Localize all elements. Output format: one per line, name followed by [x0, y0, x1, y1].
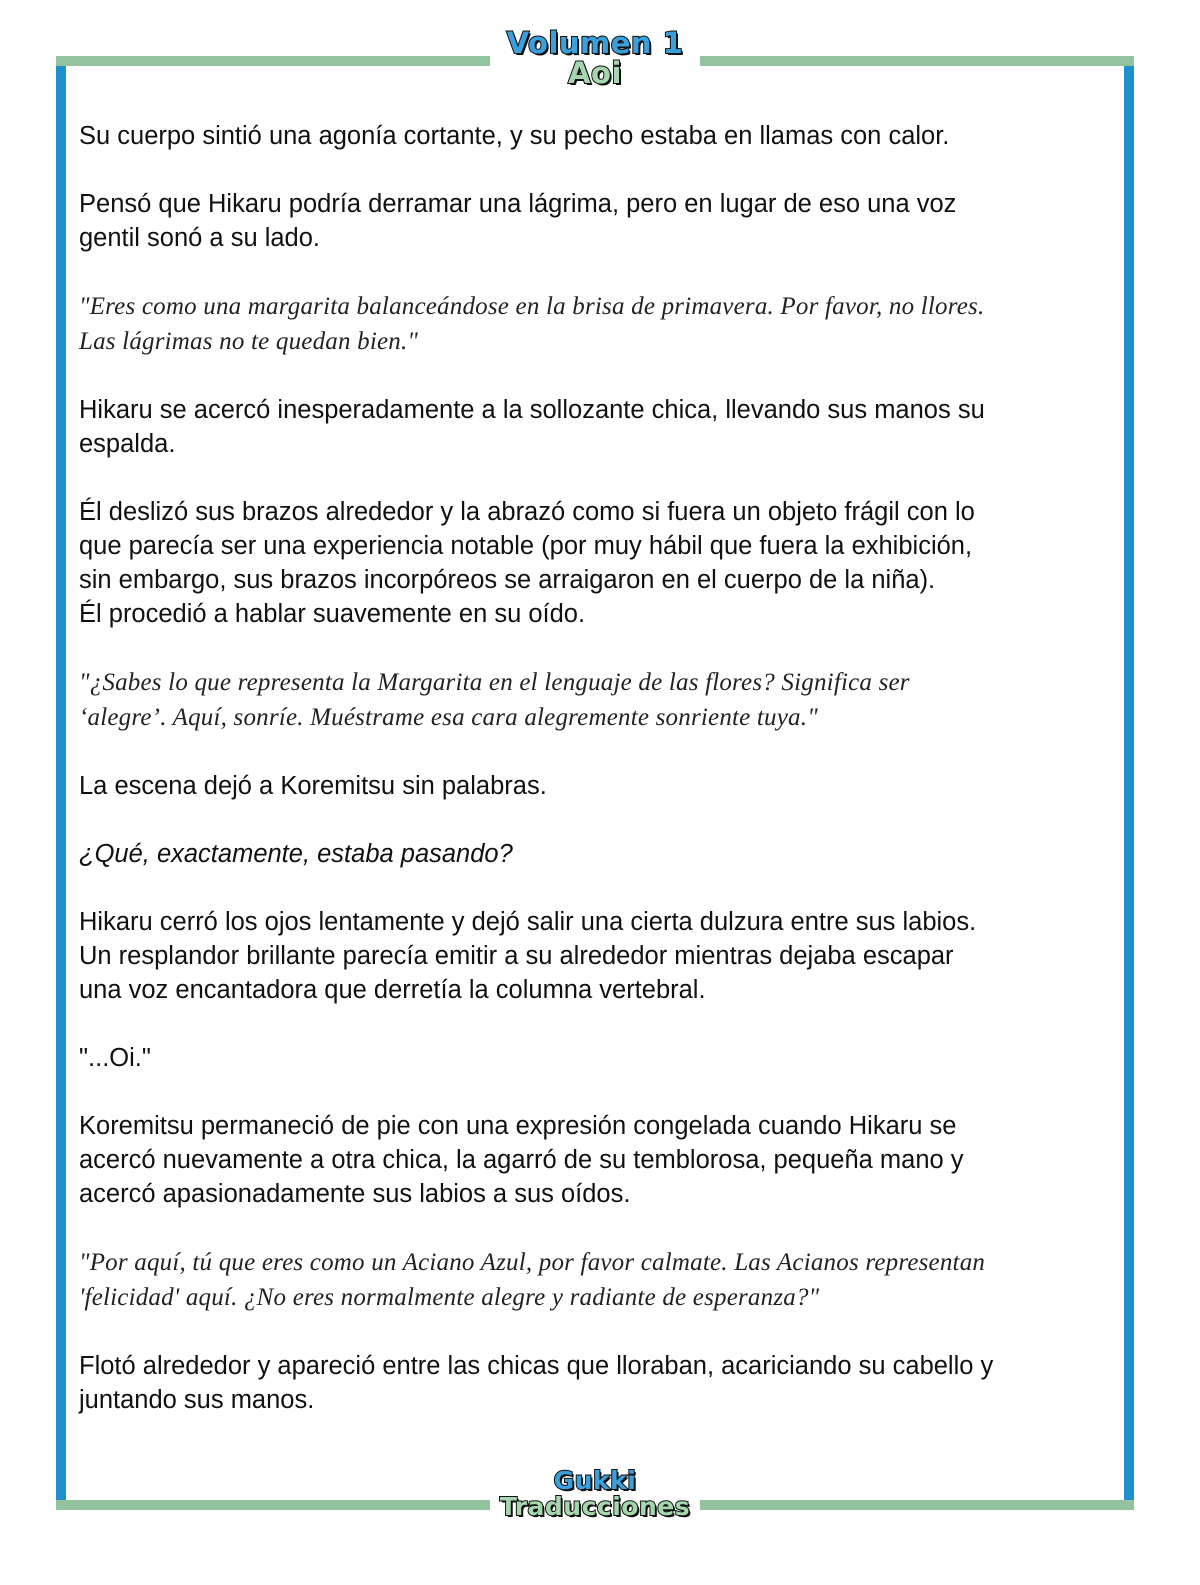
italic-paragraph: ¿Qué, exactamente, estaba pasando?: [79, 840, 513, 868]
paragraph: Flotó alrededor y apareció entre las chicas que lloraban, acariciando su cabello y juntando sus manos.: [79, 1352, 994, 1414]
page-header: [490, 24, 700, 102]
paragraph: La escena dejó a Koremitsu sin palabras.: [79, 772, 547, 800]
frame-left-border: [56, 66, 66, 1500]
chapter-title: Aoi: [568, 56, 622, 91]
paragraph: Él deslizó sus brazos alrededor y la abrazó como si fuera un objeto frágil con lo que parecía ser una experiencia notable (por muy hábil que fuera la exhibición, sin embargo, sus brazos incorpóreos se arraigaron en el cuerpo de la niña). Él procedió a hablar suavemente en su oído.: [79, 498, 975, 628]
paragraph: Su cuerpo sintió una agonía cortante, y su pecho estaba en llamas con calor.: [79, 122, 950, 150]
footer-logo-line1: Gukki: [553, 1466, 637, 1495]
quote-paragraph: "¿Sabes lo que representa la Margarita en el lenguaje de las flores? Significa ser ‘alegre’. Aquí, sonríe. Muéstrame esa cara alegremente sonriente tuya.": [79, 669, 910, 731]
paragraph: "...Oi.": [79, 1044, 151, 1072]
paragraph: Koremitsu permaneció de pie con una expresión congelada cuando Hikaru se acercó nuevamente a otra chica, la agarró de su temblorosa, pequeña mano y acercó apasionadamente sus labios a sus oídos.: [79, 1112, 964, 1208]
paragraph: Hikaru se acercó inesperadamente a la sollozante chica, llevando sus manos su espalda.: [79, 396, 985, 458]
footer-logo-line2: Traducciones: [499, 1492, 691, 1522]
paragraph: Pensó que Hikaru podría derramar una lágrima, pero en lugar de eso una voz gentil sonó a su lado.: [79, 190, 957, 252]
quote-paragraph: "Por aquí, tú que eres como un Aciano Azul, por favor calmate. Las Acianos representan 'felicidad' aquí. ¿No eres normalmente alegre y radiante de esperanza?": [79, 1249, 986, 1311]
volume-title: Volumen 1: [506, 26, 684, 60]
page-footer: [490, 1466, 700, 1538]
frame-right-border: [1124, 66, 1134, 1500]
quote-paragraph: "Eres como una margarita balanceándose en la brisa de primavera. Por favor, no llores. Las lágrimas no te quedan bien.": [79, 293, 985, 355]
paragraph: Hikaru cerró los ojos lentamente y dejó salir una cierta dulzura entre sus labios. Un resplandor brillante parecía emitir a su alrededor mientras dejaba escapar una voz encantadora que derretía la columna vertebral.: [79, 908, 977, 1004]
page-body: [79, 119, 1109, 1451]
